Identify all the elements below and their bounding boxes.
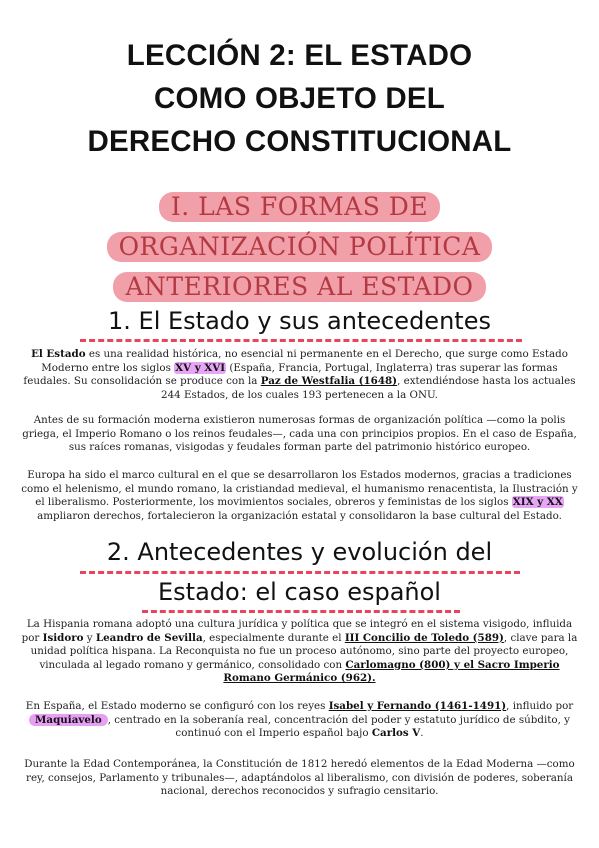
paragraph-1-text-2: (España, Francia, Portugal, Inglaterra) tras superar las formas feudales. Su consolidación se produce con la (23, 361, 558, 388)
paragraph-4-text-2: y (83, 631, 96, 644)
heading-2-dashed-underline-2 (142, 610, 460, 613)
term-concilio-toledo: III Concilio de Toledo (589) (344, 631, 504, 644)
section-title-line-3: ANTERIORES AL ESTADO (113, 272, 485, 302)
paragraph-2: Antes de su formación moderna existieron numerosas formas de organización política —como la polis griega, el Imperio Romano o los reinos feudales—, cada una con principios propios. En el caso de España, sus raíces romanas, visigodas y feudales forman parte del patrimonio histórico europeo. (22, 414, 577, 454)
term-el-estado: El Estado (31, 348, 86, 360)
section-title-line-2: ORGANIZACIÓN POLÍTICA (107, 232, 493, 262)
highlight-maquiavelo: Maquiavelo (29, 714, 108, 726)
term-carlomagno: Carlomagno (800) y el Sacro Imperio Romano Germánico (962). (223, 658, 560, 685)
paragraph-3-text-2: ampliaron derechos, fortalecieron la organización estatal y consolidaron la base cultural del Estado. (37, 509, 562, 522)
paragraph-5-text-3: , centrado en la soberanía real, concentración del poder y estatuto jurídico de súbdito, y continuó con el Imperio español bajo (107, 713, 570, 740)
term-isabel-fernando: Isabel y Fernando (1461-1491) (328, 700, 507, 712)
paragraph-6: Durante la Edad Contemporánea, la Constitución de 1812 heredó elementos de la Edad Moderna —como rey, consejos, Parlamento y tribunales—, adaptándolos al liberalismo, con división de poderes, soberanía nacional, derechos reconocidos y sufragio censitario. (24, 758, 575, 798)
lesson-title-line-2: COMO OBJETO DEL (154, 82, 445, 115)
section-title-line-1: I. LAS FORMAS DE (159, 192, 440, 222)
paragraph-4-text-4: , clave para la unidad política hispana. La Reconquista no fue un proceso autónomo, sino parte del proyecto europeo, vinculada al legado romano y germánico, consolidado con (30, 631, 578, 671)
section-title (40, 187, 559, 307)
highlight-xv-xvi: XV y XVI (175, 361, 226, 374)
paragraph-3-text: Europa ha sido el marco cultural en el que se desarrollaron los Estados modernos, gracias a tradiciones como el helenismo, el mundo romano, la cristiandad medieval, el humanismo renacentista, la Ilustración y el liberalismo. Posteriormente, los movimientos sociales, obreros y feministas de los siglos (21, 469, 578, 509)
paragraph-5-text: En España, el Estado moderno se configuró con los reyes (25, 700, 329, 712)
term-leandro: Leandro de Sevilla (95, 631, 203, 644)
heading-1: 1. El Estado y sus antecedentes (108, 307, 491, 335)
lesson-title (30, 34, 569, 163)
paragraph-1 (20, 348, 579, 402)
paragraph-5-text-2: , influido por (506, 700, 574, 712)
lesson-title-line-3: DERECHO CONSTITUCIONAL (87, 125, 512, 158)
heading-2-line-2: Estado: el caso español (158, 578, 441, 606)
paragraph-5-text-4: . (420, 727, 424, 740)
term-carlos-v: Carlos V (371, 727, 421, 740)
paragraph-1-text: es una realidad histórica, no esencial ni permanente en el Derecho, que surge como Estado Moderno entre los siglos (41, 348, 568, 374)
heading-2-dashed-underline-1 (80, 571, 520, 574)
paragraph-1-text-3: , extendiéndose hasta los actuales 244 Estados, de los cuales 193 pertenecen a la ONU. (161, 375, 576, 401)
heading-1-dashed-underline (80, 339, 522, 342)
highlight-xix-xx: XIX y XX (512, 496, 563, 509)
paragraph-4-text-3: , especialmente durante el (202, 631, 345, 644)
paragraph-4-text: La Hispania romana adoptó una cultura jurídica y política que se integró en el sistema visigodo, influida por (21, 618, 573, 644)
paragraph-4 (20, 618, 579, 686)
term-isidoro: Isidoro (42, 631, 84, 644)
paragraph-3 (20, 469, 579, 523)
lesson-title-line-1: LECCIÓN 2: EL ESTADO (126, 39, 473, 72)
heading-2-line-1: 2. Antecedentes y evolución del (106, 538, 493, 566)
paragraph-5 (20, 700, 579, 741)
term-paz-westfalia: Paz de Westfalia (1648) (260, 375, 398, 388)
